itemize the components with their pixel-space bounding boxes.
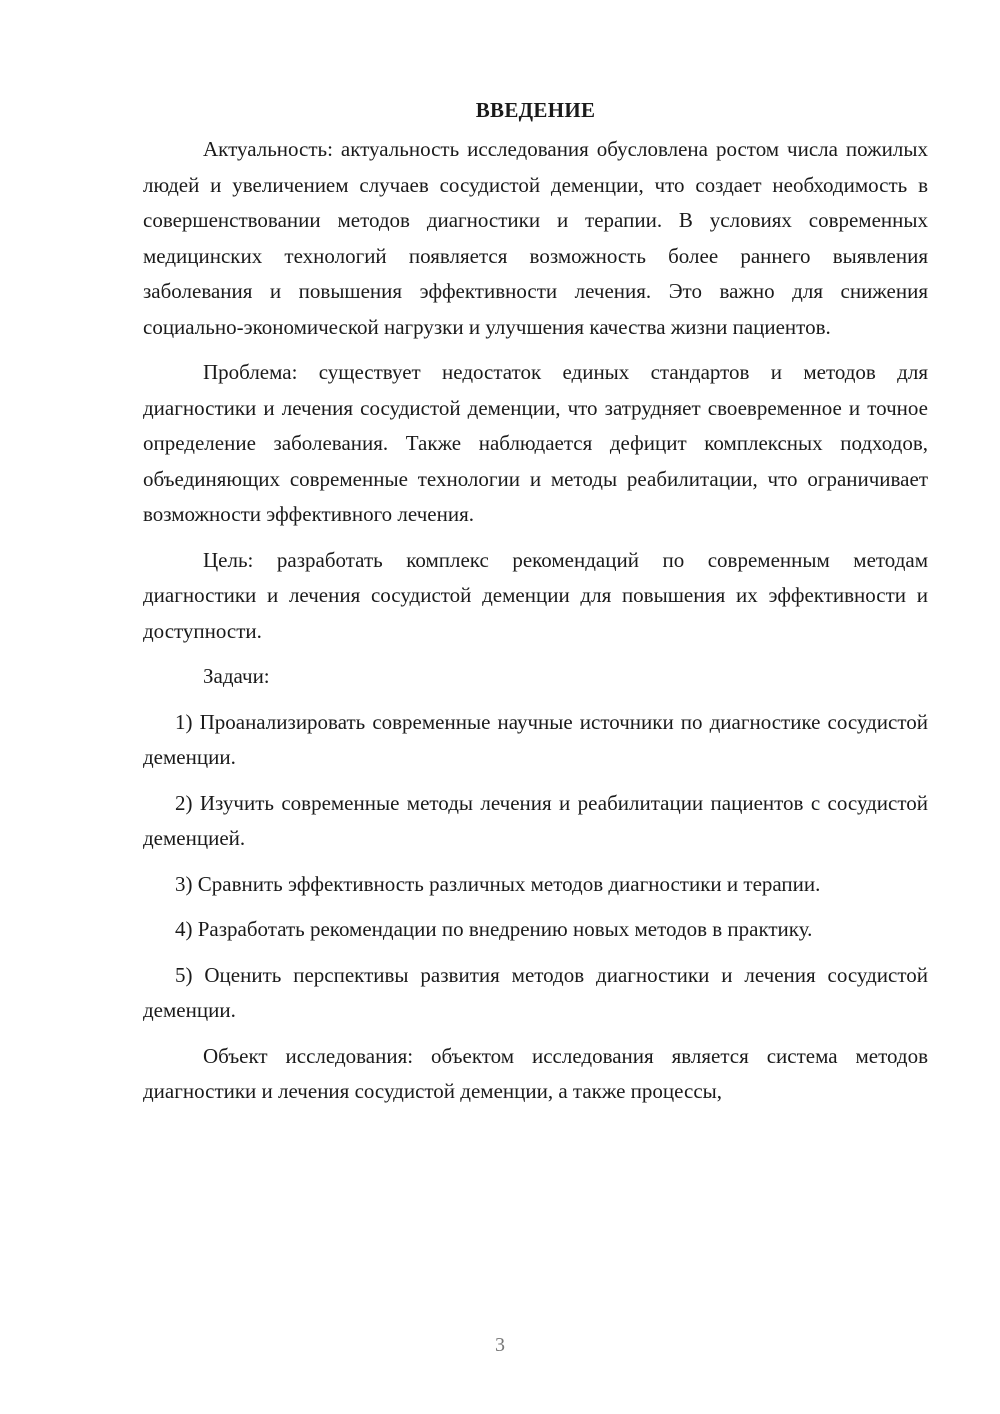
- section-title: ВВЕДЕНИЕ: [475, 98, 596, 122]
- tasks-heading: Задачи:: [203, 664, 270, 688]
- task-item-3: 3) Сравнить эффективность различных методов диагностики и терапии.: [175, 871, 821, 896]
- page-number: 3: [495, 1334, 505, 1356]
- paragraph-goal: Цель: разработать комплекс рекомендаций по современным методам диагностики и лечения сосудистой деменции для повышения их эффективности и доступности.: [143, 547, 928, 643]
- document-page: [143, 93, 928, 1120]
- paragraph-relevance: Актуальность: актуальность исследования обусловлена ростом числа пожилых людей и увеличением случаев сосудистой деменции, что создает необходимость в совершенствовании методов диагностики и терапии. В условиях современных медицинских технологий появляется возможность более раннего выявления заболевания и повышения эффективности лечения. Это важно для снижения социально-экономической нагрузки и улучшения качества жизни пациентов.: [143, 137, 928, 339]
- paragraph-problem: Проблема: существует недостаток единых стандартов и методов для диагностики и лечения сосудистой деменции, что затрудняет своевременное и точное определение заболевания. Также наблюдается дефицит комплексных подходов, объединяющих современные технологии и методы реабилитации, что ограничивает возможности эффективного лечения.: [143, 360, 928, 526]
- task-item-5: 5) Оценить перспективы развития методов диагностики и лечения сосудистой деменции.: [143, 962, 928, 1022]
- task-item-4: 4) Разработать рекомендации по внедрению новых методов в практику.: [175, 917, 813, 941]
- task-item-1: 1) Проанализировать современные научные источники по диагностике сосудистой деменции.: [143, 709, 928, 769]
- paragraph-object: Объект исследования: объектом исследования является система методов диагностики и лечения сосудистой деменции, а также процессы,: [143, 1043, 928, 1103]
- task-item-2: 2) Изучить современные методы лечения и реабилитации пациентов с сосудистой деменцией.: [143, 790, 928, 850]
